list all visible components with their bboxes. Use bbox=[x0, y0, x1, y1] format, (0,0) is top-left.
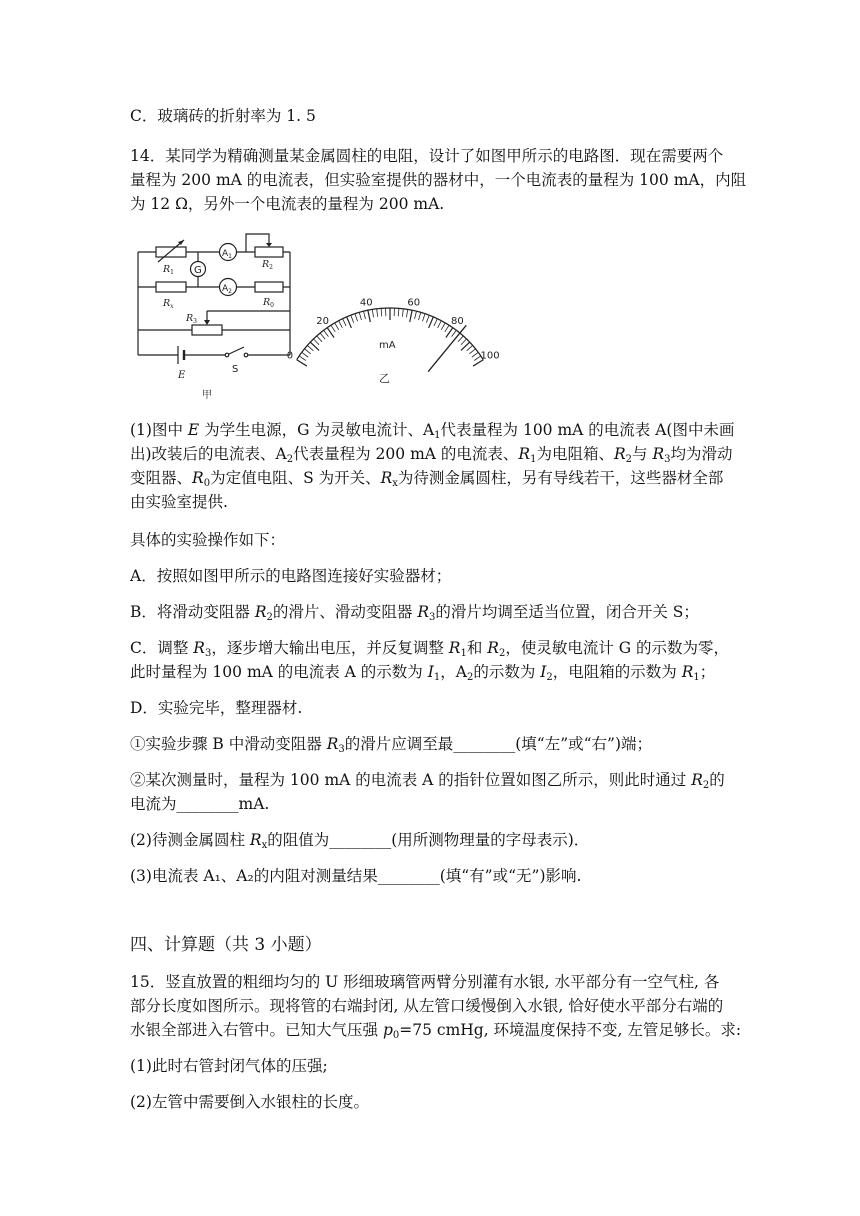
meter-tick-label: 40 bbox=[359, 297, 373, 309]
meter-minor-tick bbox=[339, 321, 343, 328]
section-title: 四、计算题（共 3 小题） bbox=[130, 935, 322, 955]
meter-minor-tick bbox=[426, 315, 429, 322]
meter-major-tick bbox=[410, 310, 412, 322]
meter-tick-label: 100 bbox=[480, 350, 500, 362]
circuit-diagram bbox=[130, 226, 305, 404]
figure-yi-caption: 乙 bbox=[379, 372, 390, 385]
meter-minor-tick bbox=[445, 325, 449, 332]
q14-part3: (3)电流表 A₁、A₂的内阻对测量结果________(填“有”或“无”)影响. bbox=[130, 867, 582, 885]
procedure-intro: 具体的实验操作如下： bbox=[130, 531, 286, 549]
a1-label: $A_1$ bbox=[222, 249, 232, 260]
q15-part1: (1)此时右管封闭气体的压强; bbox=[130, 1057, 328, 1075]
meter-tick-label: 60 bbox=[407, 297, 421, 309]
q15-part2: (2)左管中需要倒入水银柱的长度。 bbox=[130, 1093, 369, 1111]
step-d: D．实验完毕，整理器材. bbox=[130, 699, 303, 717]
meter-minor-tick bbox=[313, 339, 319, 345]
q14-part1-line-2: 出)改装后的电流表、$A_2$代表量程为 200 mA 的电流表、$R_1$为电阻箱、$R_2$与 $R_3$均为滑动 bbox=[130, 445, 733, 465]
step-b: B．将滑动变阻器 $R_2$的滑片、滑动变阻器 $R_3$的滑片均调至适当位置，闭合开关 S； bbox=[130, 603, 699, 623]
meter-minor-tick bbox=[461, 339, 467, 345]
q14-part1-line-1: (1)图中 E 为学生电源，G 为灵敏电流计、$A_1$代表量程为 100 mA 的电流表 A(图中未画 bbox=[130, 421, 735, 441]
meter-minor-tick bbox=[402, 309, 403, 317]
meter-minor-tick bbox=[438, 321, 442, 328]
galvanometer-label: G bbox=[194, 265, 202, 276]
q14-part1-line-4: 由实验室提供. bbox=[130, 493, 228, 511]
sub-question-2-line-2: 电流为________mA. bbox=[130, 795, 270, 813]
meter-minor-tick bbox=[398, 308, 399, 316]
meter-minor-tick bbox=[406, 309, 407, 317]
meter-minor-tick bbox=[419, 312, 421, 320]
r0-label: $R_0$ bbox=[263, 297, 274, 309]
meter-minor-tick bbox=[415, 311, 417, 319]
meter-minor-tick bbox=[304, 349, 310, 354]
meter-needle bbox=[428, 325, 466, 371]
meter-minor-tick bbox=[359, 312, 361, 320]
meter-tick-label: 20 bbox=[316, 316, 330, 328]
meter-minor-tick bbox=[324, 330, 329, 336]
meter-unit: mA bbox=[379, 340, 396, 351]
meter-minor-tick bbox=[422, 314, 425, 322]
rx-label: $R_x$ bbox=[163, 298, 174, 310]
meter-minor-tick bbox=[320, 333, 325, 339]
r2-label: $R_2$ bbox=[262, 259, 273, 271]
step-c-line-2: 此时量程为 100 mA 的电流表 A 的示数为 $I_1$，$A_2$的示数为 $I_2$，电阻箱的示数为 $R_1$； bbox=[130, 663, 716, 683]
meter-minor-tick bbox=[351, 315, 354, 322]
q15-line-2: 部分长度如图所示。现将管的右端封闭, 从左管口缓慢倒入水银, 恰好使水平部分右端的 bbox=[130, 997, 724, 1015]
meter-major-tick bbox=[368, 310, 370, 322]
meter-minor-tick bbox=[467, 345, 473, 350]
meter-tick-label: 0 bbox=[286, 350, 294, 362]
q14-stem-line-1: 14．某同学为精确测量某金属圆柱的电阻，设计了如图甲所示的电路图．现在需要两个 bbox=[130, 147, 724, 165]
q14-stem-line-3: 为 12 Ω，另外一个电流表的量程为 200 mA. bbox=[130, 195, 445, 213]
q15-line-3: 水银全部进入右管中。已知大气压强 $p_0=75$ cmHg, 环境温度保持不变, 左管足够长。求: bbox=[130, 1021, 742, 1041]
meter-minor-tick bbox=[377, 309, 378, 317]
meter-minor-tick bbox=[452, 330, 457, 336]
meter-minor-tick bbox=[372, 309, 373, 317]
meter-minor-tick bbox=[335, 323, 339, 330]
meter-minor-tick bbox=[355, 314, 358, 322]
step-a: A．按照如图甲所示的电路图连接好实验器材； bbox=[130, 567, 452, 585]
meter-minor-tick bbox=[458, 336, 463, 342]
ammeter-dial bbox=[286, 268, 500, 398]
meter-minor-tick bbox=[343, 319, 346, 326]
step-c-line-1: C．调整 $R_3$，逐步增大输出电压，并反复调整 $R_1$和 $R_2$，使灵敏电流计 G 的示数为零， bbox=[130, 639, 730, 659]
meter-major-tick bbox=[347, 317, 352, 328]
sub-question-2-line-1: ②某次测量时，量程为 100 mA 的电流表 A 的指针位置如图乙所示，则此时通过 $R_2$的 bbox=[130, 771, 725, 791]
meter-tick-label: 80 bbox=[450, 316, 464, 328]
q14-stem-line-2: 量程为 200 mA 的电流表，但实验室提供的器材中，一个电流表的量程为 100 mA，内阻 bbox=[130, 171, 747, 189]
meter-major-tick bbox=[429, 317, 434, 328]
sub-question-1: ①实验步骤 B 中滑动变阻器 $R_3$的滑片应调至最________(填“左”或“右”)端； bbox=[130, 735, 653, 755]
meter-minor-tick bbox=[331, 325, 335, 332]
battery-e-label: E bbox=[178, 370, 186, 381]
meter-tick-labels bbox=[287, 297, 500, 361]
r3-label: $R_3$ bbox=[186, 313, 197, 325]
meter-minor-tick bbox=[472, 352, 478, 357]
q14-part1-line-3: 变阻器、$R_0$为定值电阻、S 为开关、$R_x$为待测金属圆柱，另有导线若干，这些器材全部 bbox=[130, 469, 724, 489]
meter-minor-tick bbox=[434, 319, 437, 326]
meter-minor-tick bbox=[469, 349, 475, 354]
r1-label: $R_1$ bbox=[163, 264, 174, 276]
meter-minor-tick bbox=[441, 323, 445, 330]
figure-jia-caption: 甲 bbox=[202, 390, 212, 401]
meter-minor-tick bbox=[381, 308, 382, 316]
option-c: C．玻璃砖的折射率为 1. 5 bbox=[130, 107, 316, 125]
q15-line-1: 15．竖直放置的粗细均匀的 U 形细玻璃管两臂分别灌有水银, 水平部分有一空气柱, 各 bbox=[130, 973, 720, 991]
meter-minor-tick bbox=[317, 336, 322, 342]
switch-s-label: S bbox=[232, 364, 239, 375]
a2-label: $A_2$ bbox=[222, 284, 232, 295]
meter-minor-tick bbox=[307, 345, 313, 350]
meter-minor-tick bbox=[364, 311, 366, 319]
q14-part2: (2)待测金属圆柱 $R_x$的阻值为________(用所测物理量的字母表示)． bbox=[130, 831, 590, 851]
